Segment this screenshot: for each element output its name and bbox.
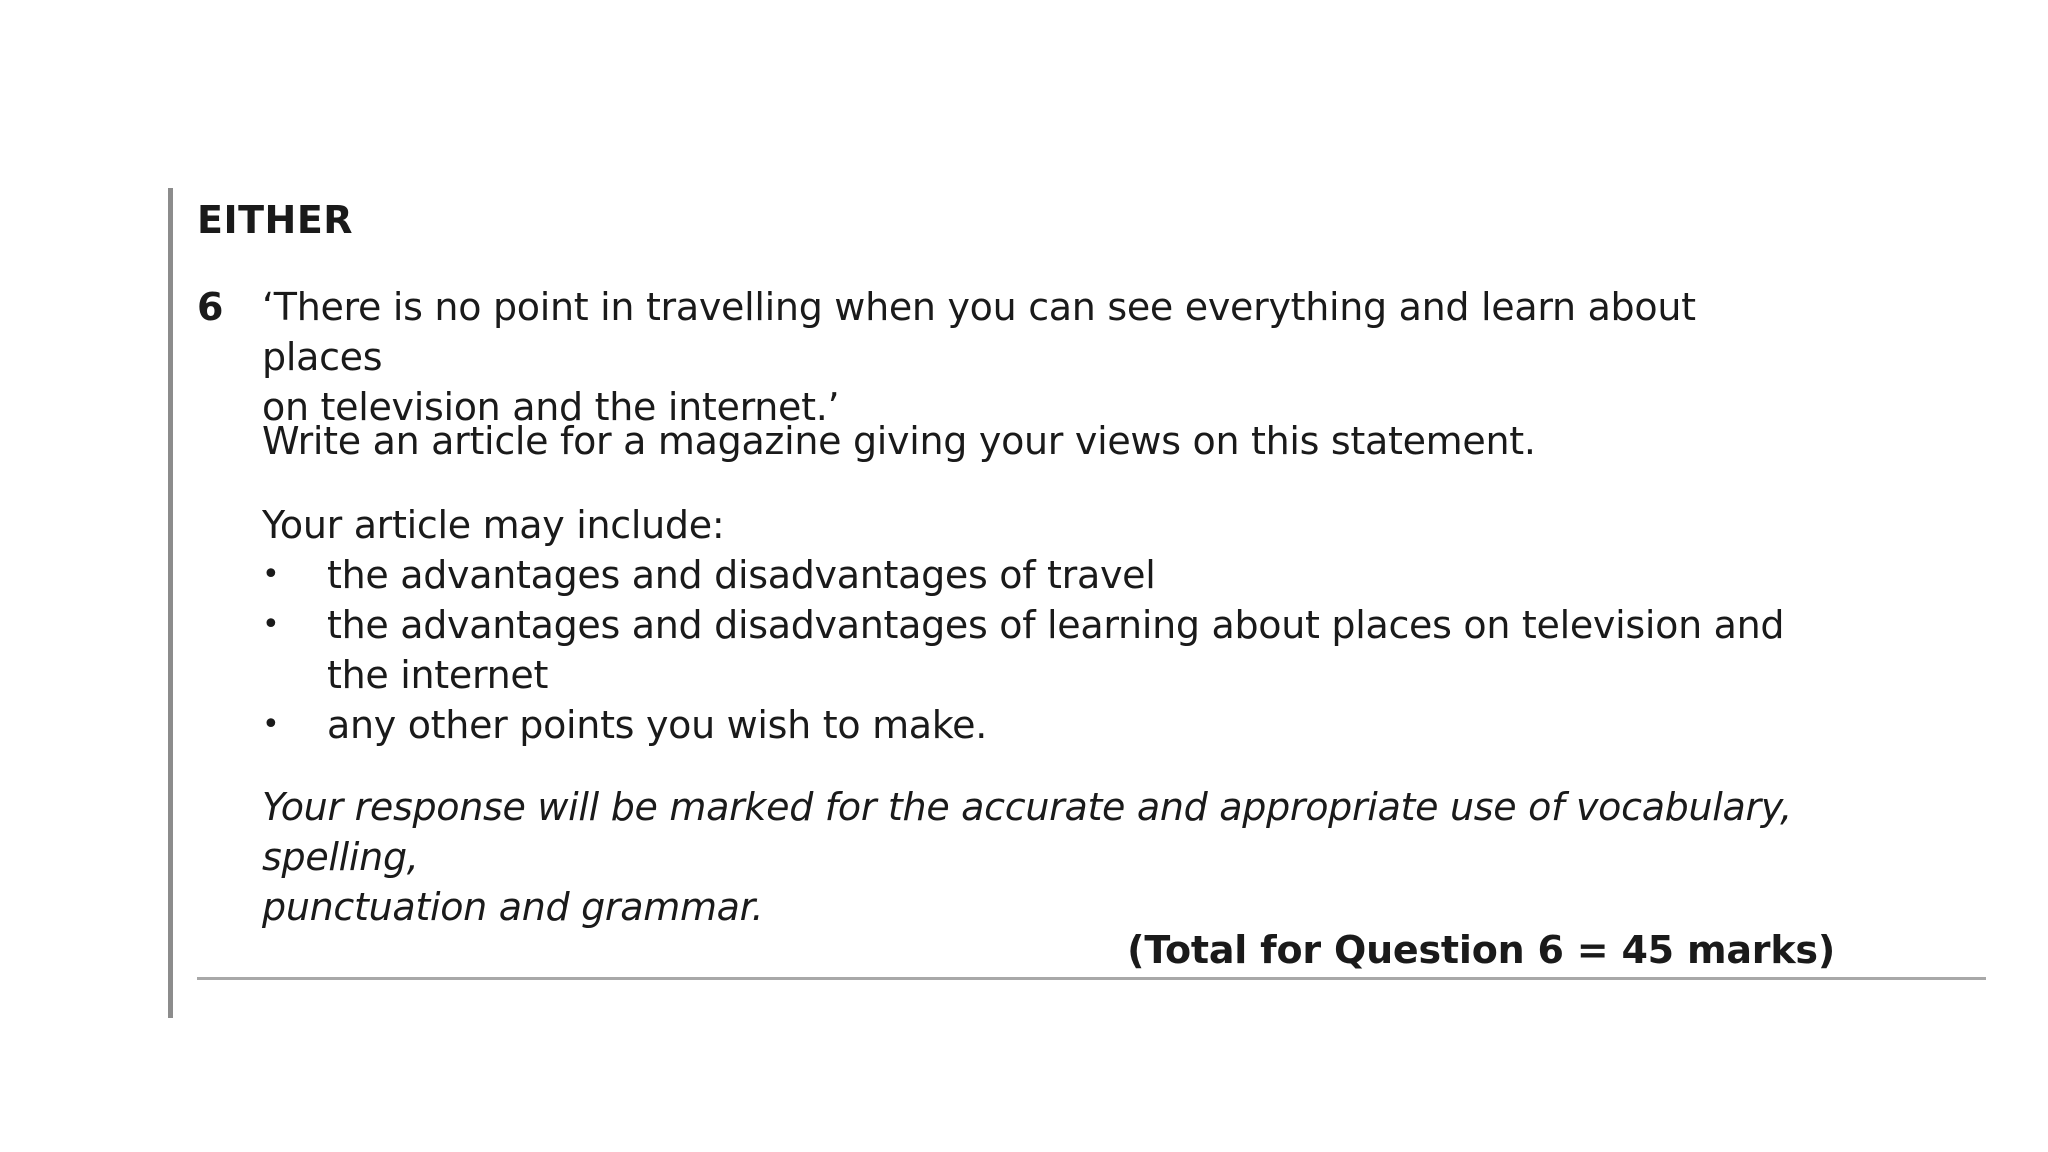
either-heading: EITHER xyxy=(197,198,354,242)
bullet-icon: • xyxy=(262,707,280,742)
question-total-marks: (Total for Question 6 = 45 marks) xyxy=(1127,928,1835,972)
quote-line: on television and the internet.’ xyxy=(262,385,840,429)
bullet-icon: • xyxy=(262,607,280,642)
bullet-list xyxy=(262,550,1807,750)
list-item-text: the advantages and disadvantages of learning about places on television and xyxy=(327,603,1785,647)
bullets-intro: Your article may include: xyxy=(262,503,725,547)
question-number: 6 xyxy=(197,285,224,329)
list-item xyxy=(262,700,1807,750)
bottom-divider xyxy=(197,977,1986,980)
list-item-text: the internet xyxy=(327,653,549,697)
quote-line: ‘There is no point in travelling when you can see everything and learn about places xyxy=(262,285,1696,379)
marking-note xyxy=(262,782,1862,932)
bullet-icon: • xyxy=(262,557,280,592)
task-instruction: Write an article for a magazine giving your views on this statement. xyxy=(262,419,1536,463)
question-quote xyxy=(262,282,1762,432)
note-line: punctuation and grammar. xyxy=(262,885,764,929)
left-margin-rule xyxy=(168,188,173,1018)
list-item xyxy=(262,550,1807,600)
list-item-text: any other points you wish to make. xyxy=(327,703,987,747)
list-item xyxy=(262,600,1807,700)
list-item-text: the advantages and disadvantages of travel xyxy=(327,553,1156,597)
note-line: Your response will be marked for the accurate and appropriate use of vocabulary, spelling, xyxy=(262,785,1792,879)
